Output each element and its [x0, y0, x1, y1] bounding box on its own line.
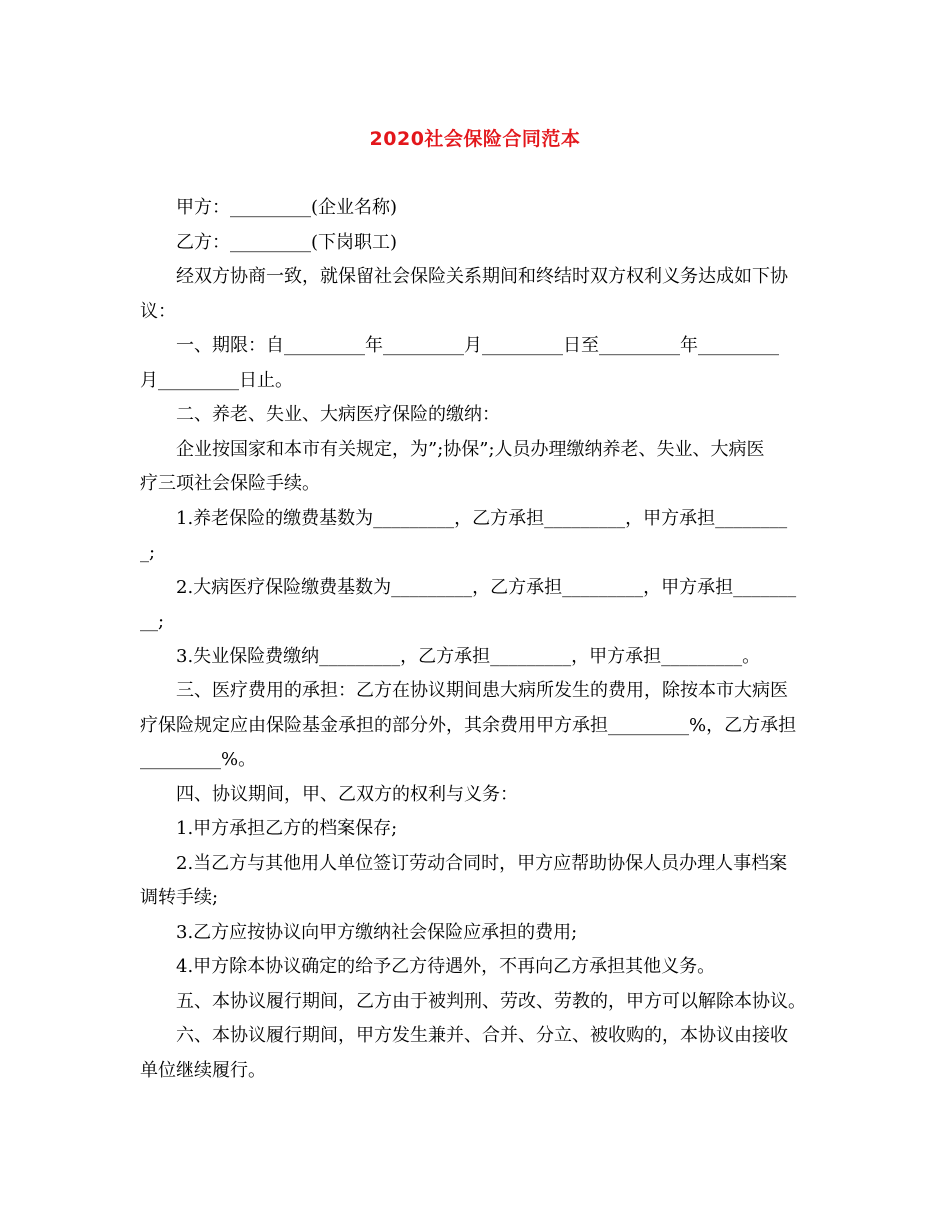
party-a-line: 甲方：_________(企业名称) — [176, 197, 398, 218]
section-heading: 二、养老、失业、大病医疗保险的缴纳： — [176, 404, 500, 425]
list-item: 1.甲方承担乙方的档案保存; — [176, 818, 398, 839]
list-item: 3.乙方应按协议向甲方缴纳社会保险应承担的费用; — [176, 921, 578, 943]
merger-clause-line: 六、本协议履行期间，甲方发生兼并、合并、分立、被收购的，本协议由接收 — [176, 1025, 788, 1046]
intro-paragraph-line: 议： — [140, 300, 176, 322]
list-item: 3.失业保险费缴纳_________，乙方承担_________，甲方承担_________。 — [176, 645, 761, 667]
term-clause-line: 一、期限：自_________年_________月_________日至_________年_________ — [176, 335, 779, 356]
section-heading: 四、协议期间，甲、乙双方的权利与义务： — [176, 783, 518, 805]
document-body — [140, 191, 816, 1088]
party-b-line: 乙方：_________(下岗职工) — [176, 231, 398, 253]
medical-clause-line: _________%。 — [140, 749, 257, 770]
intro-paragraph-line: 经双方协商一致，就保留社会保险关系期间和终结时双方权利义务达成如下协 — [176, 266, 788, 287]
list-item: 调转手续; — [140, 887, 219, 908]
termination-clause-line: 五、本协议履行期间，乙方由于被判刑、劳改、劳教的，甲方可以解除本协议。 — [176, 990, 806, 1012]
page-title: 2020社会保险合同范本 — [369, 128, 581, 150]
medical-clause-line: 疗保险规定应由保险基金承担的部分外，其余费用甲方承担_________%，乙方承担 — [140, 714, 797, 736]
medical-clause-line: 三、医疗费用的承担：乙方在协议期间患大病所发生的费用，除按本市大病医 — [176, 680, 788, 701]
list-item: 4.甲方除本协议确定的给予乙方待遇外，不再向乙方承担其他义务。 — [176, 956, 716, 977]
list-item: _; — [140, 542, 156, 563]
merger-clause-line: 单位继续履行。 — [140, 1059, 266, 1081]
list-item: 2.大病医疗保险缴费基数为_________，乙方承担_________，甲方承担_______ — [176, 576, 797, 598]
list-item: __; — [140, 611, 165, 632]
list-item: 1.养老保险的缴费基数为_________，乙方承担_________，甲方承担________ — [176, 507, 788, 529]
term-clause-line: 月_________日止。 — [140, 369, 293, 391]
paragraph-line: 企业按国家和本市有关规定，为”;协保”;人员办理缴纳养老、失业、大病医 — [176, 438, 765, 460]
paragraph-line: 疗三项社会保险手续。 — [140, 473, 320, 494]
list-item: 2.当乙方与其他用人单位签订劳动合同时，甲方应帮助协保人员办理人事档案 — [176, 852, 788, 874]
